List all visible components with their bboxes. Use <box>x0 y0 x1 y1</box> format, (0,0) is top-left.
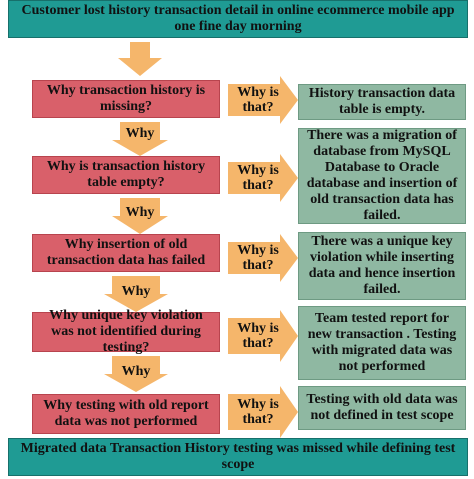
problem-statement-box <box>8 0 468 38</box>
answer-3 <box>298 232 466 300</box>
root-cause-text: Migrated data Transaction History testing was missed while defining test scope <box>20 440 456 472</box>
answer-2 <box>298 128 466 224</box>
why-is-that-label-1: Why is that? <box>237 84 279 115</box>
answer-4-text: Team tested report for new transaction . Testing with migrated data was not performed <box>307 310 457 375</box>
why-question-5 <box>32 394 220 434</box>
why-question-2 <box>32 156 220 194</box>
why-is-that-label-4: Why is that? <box>237 320 279 351</box>
answer-1 <box>298 84 466 120</box>
answer-2-text: There was a migration of database from MySQL Database to Oracle database and insertion of old transaction data has failed. <box>306 127 458 224</box>
why-question-3 <box>32 234 220 272</box>
root-cause-box <box>8 438 468 476</box>
why-question-5-text: Why testing with old report data was not performed <box>43 397 209 429</box>
answer-3-text: There was a unique key violation while inserting data and hence insertion failed. <box>308 233 456 298</box>
why-question-3-text: Why insertion of old transaction data has failed <box>46 236 206 268</box>
answer-4 <box>298 306 466 380</box>
answer-5 <box>298 386 466 430</box>
why-label-2: Why <box>125 205 155 221</box>
why-label-1: Why <box>125 126 155 142</box>
why-label-3: Why <box>121 284 151 300</box>
why-question-2-text: Why is transaction history table empty? <box>46 158 206 190</box>
answer-5-text: Testing with old data was not defined in test scope <box>306 391 458 423</box>
why-question-1 <box>32 80 220 118</box>
why-is-that-label-2: Why is that? <box>237 162 279 193</box>
why-is-that-label-3: Why is that? <box>237 242 279 273</box>
why-label-4: Why <box>121 364 151 380</box>
why-question-4-text: Why unique key violation was not identified during testing? <box>49 307 203 356</box>
why-is-that-label-5: Why is that? <box>237 396 279 427</box>
answer-1-text: History transaction data table is empty. <box>308 85 456 117</box>
problem-statement-text: Customer lost history transaction detail in online ecommerce mobile app one fine day morning <box>21 2 455 34</box>
down-arrow-0 <box>118 42 162 76</box>
why-question-1-text: Why transaction history is missing? <box>46 82 206 114</box>
why-question-4 <box>32 307 220 356</box>
